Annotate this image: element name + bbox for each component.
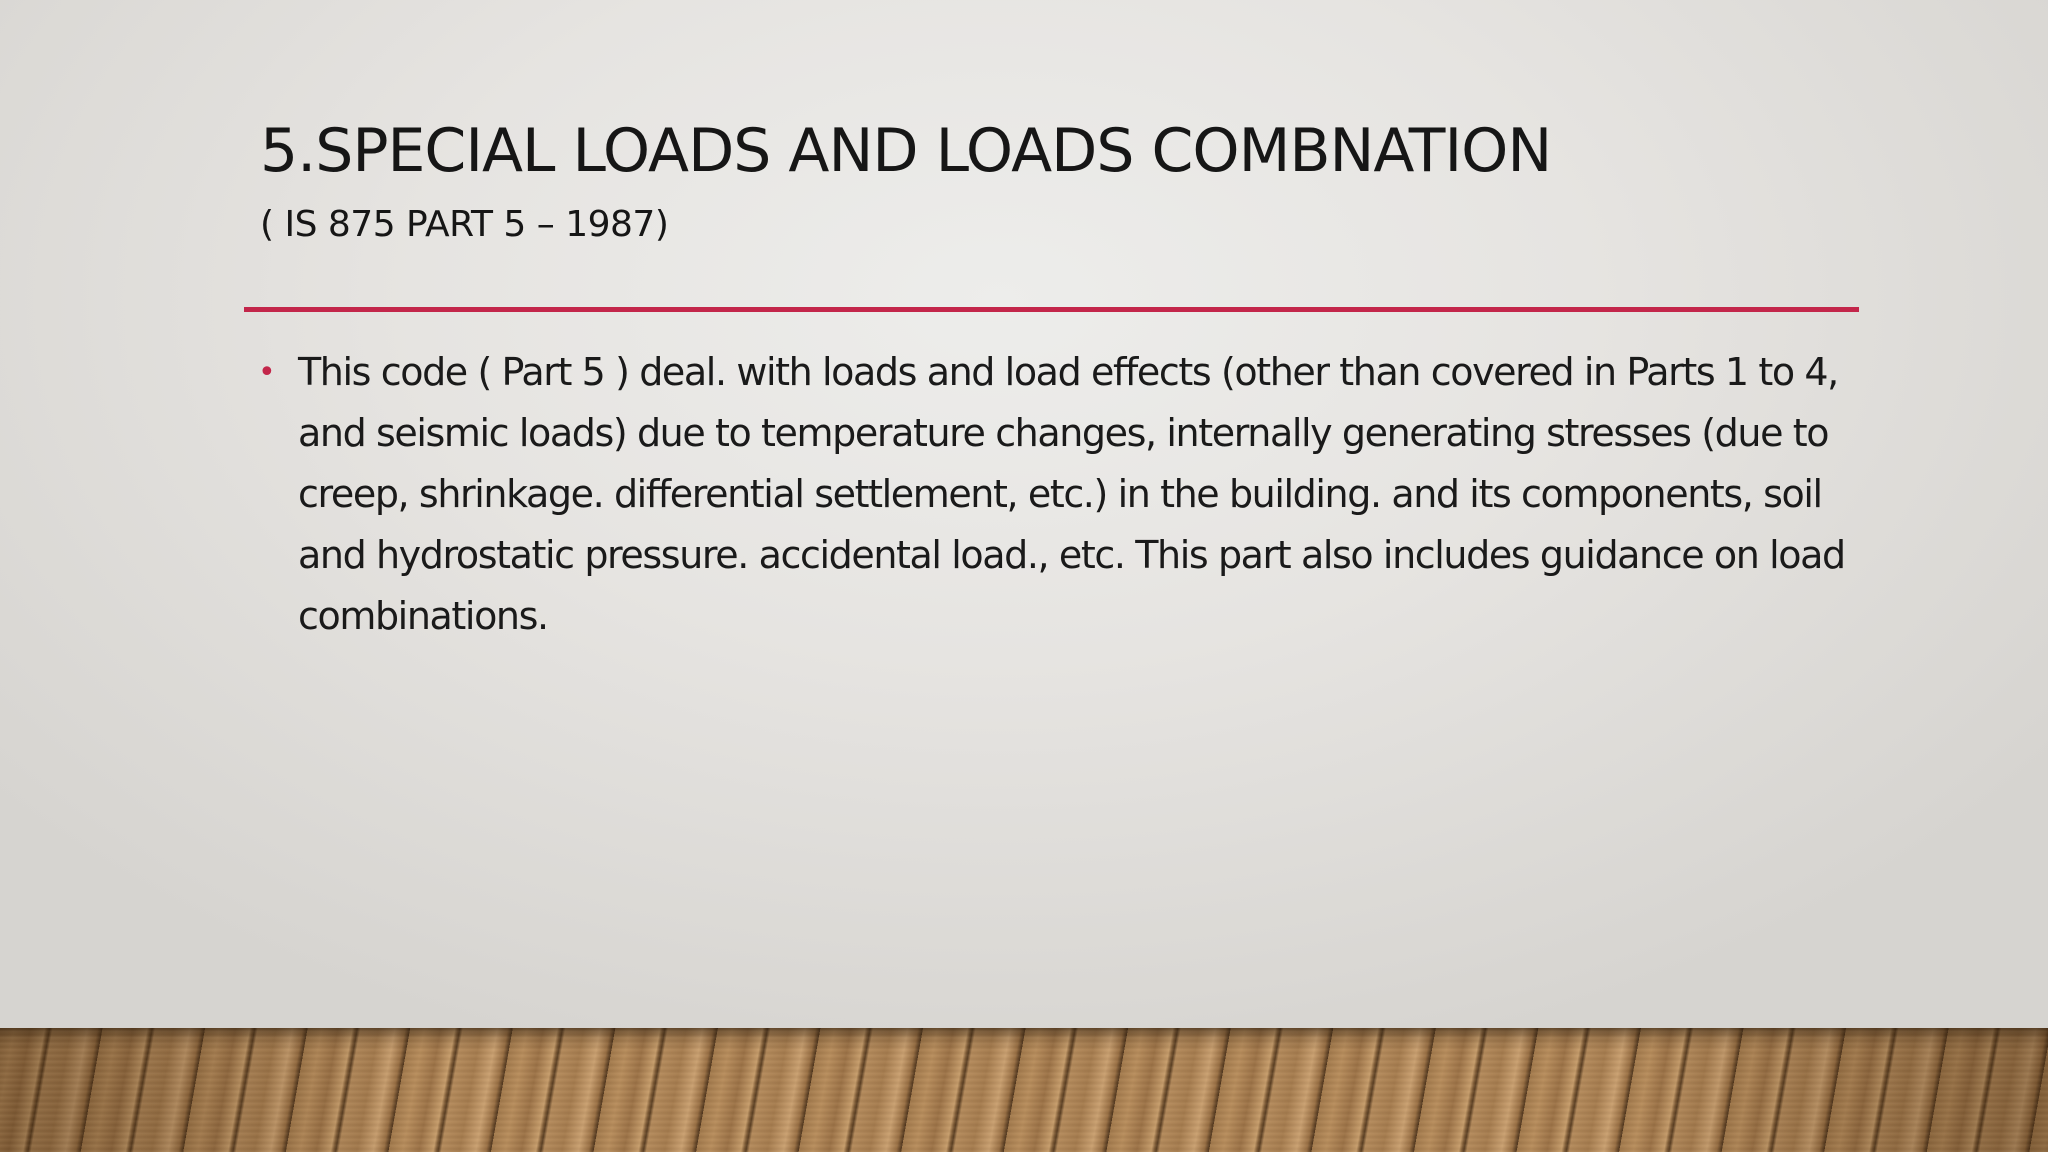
wooden-floor-background — [0, 1028, 2048, 1152]
title-divider — [244, 307, 1859, 312]
slide-body — [258, 342, 1870, 647]
bullet-icon: • — [258, 355, 276, 390]
bullet-text: This code ( Part 5 ) deal. with loads and load effects (other than covered in Parts 1 to 4, and seismic loads) due to temperature changes, internally generating stresses (due to creep, shrinkage. differential settlement, etc.) in the building. and its components, soil and hydrostatic pressure. accidental load., etc. This part also includes guidance on load combinations. — [298, 350, 1845, 638]
slide-subtitle: ( IS 875 PART 5 – 1987) — [260, 204, 669, 245]
slide-title: 5.SPECIAL LOADS AND LOADS COMBNATION — [260, 116, 1552, 186]
bullet-item — [258, 342, 1870, 647]
